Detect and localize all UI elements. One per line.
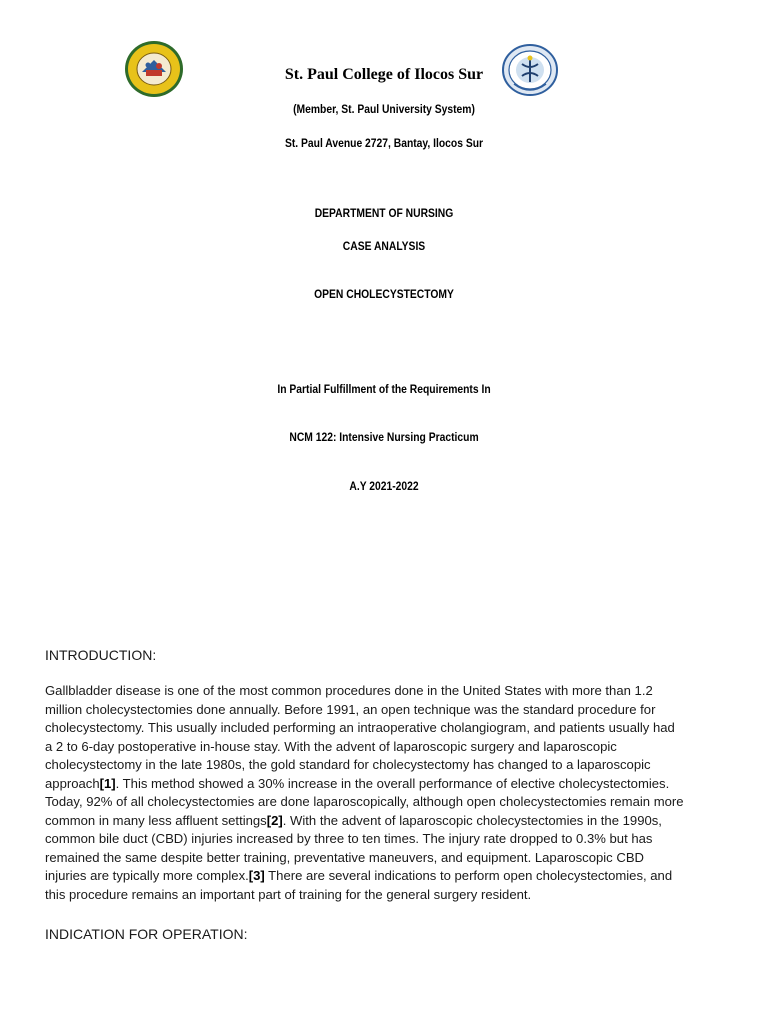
document-type: CASE ANALYSIS [342,239,426,253]
paragraph-line [45,775,735,794]
paragraph-text: . With the advent of laparoscopic cholecystectomies in the 1990s, [282,812,662,828]
academic-year: A.Y 2021-2022 [349,479,419,493]
paragraph-line: cholecystectomy in the late 1980s, the gold standard for cholecystectomy has changed to a laparoscopic [45,757,651,772]
reference-2: [2] [266,812,283,828]
indication-heading: INDICATION FOR OPERATION: [45,926,248,942]
paragraph-line: a 2 to 6-day postoperative in-house stay. With the advent of laparoscopic surgery and laparoscopic [45,738,617,754]
paragraph-text: There are several indications to perform open cholecystectomies, and [264,868,673,883]
course-name: NCM 122: Intensive Nursing Practicum [289,430,479,444]
reference-3: [3] [248,868,265,883]
paragraph-text: . This method showed a 30% increase in the overall performance of elective cholecystectomies. [115,775,670,791]
introduction-paragraph [45,682,735,904]
document-title: OPEN CHOLECYSTECTOMY [314,287,454,301]
introduction-heading: INTRODUCTION: [45,647,157,663]
paragraph-line [45,867,735,886]
reference-1: [1] [99,775,116,791]
paragraph-line: common bile duct (CBD) injuries increased by three to ten times. The injury rate dropped to 0.3% but has [45,831,653,846]
college-name: St. Paul College of Ilocos Sur [284,66,484,83]
fulfillment-line: In Partial Fulfillment of the Requirements In [277,382,491,396]
paragraph-line: this procedure remains an important part of training for the general surgery resident. [45,886,532,902]
paragraph-text: injuries are typically more complex. [45,868,249,883]
paragraph-line: remained the same despite better training, preventative maneuvers, and equipment. Laparoscopic CBD [45,849,645,865]
paragraph-text: approach [45,775,100,791]
paragraph-line: cholecystectomy. This usually included performing an intraoperative cholangiogram, and patients usually had [45,720,675,735]
paragraph-line: Today, 92% of all cholecystectomies are done laparoscopically, although open cholecystectomies remain more [45,794,684,809]
paragraph-text: common in many less affluent settings [45,812,267,828]
paragraph-line [45,812,735,831]
member-line: (Member, St. Paul University System) [293,102,475,116]
paragraph-line: million cholecystectomies done annually. Before 1991, an open technique was the standard procedure for [45,701,656,717]
college-address: St. Paul Avenue 2727, Bantay, Ilocos Sur [284,136,484,150]
paragraph-line: Gallbladder disease is one of the most common procedures done in the United States with more than 1.2 [45,683,653,698]
department-name: DEPARTMENT OF NURSING [314,206,454,220]
